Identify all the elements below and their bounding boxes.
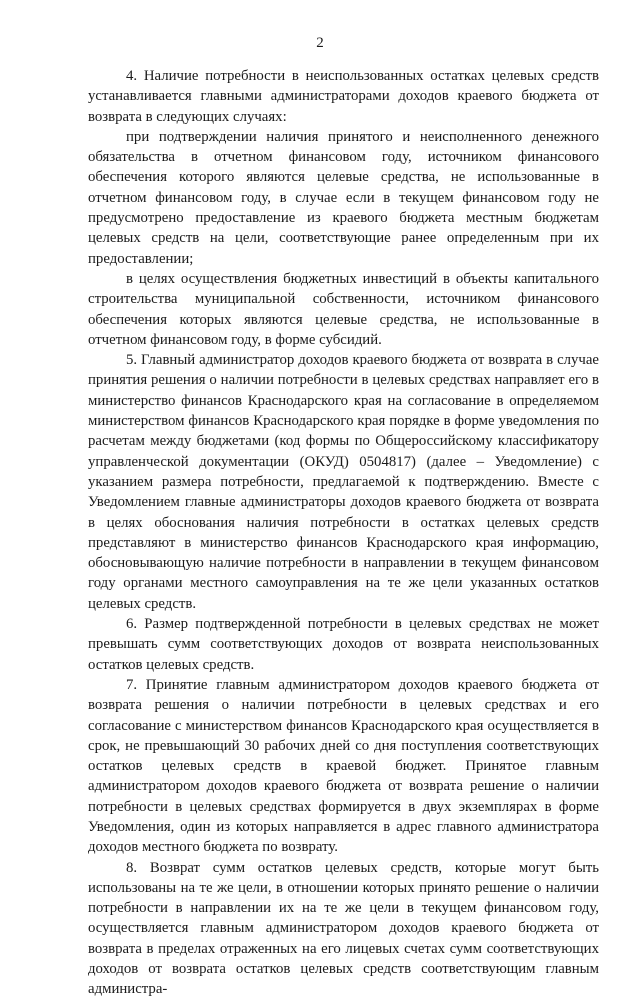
paragraph-4: 4. Наличие потребности в неиспользованных остатках целевых средств устанавливается главными администраторами доходов краевого бюджета от возврата в следующих случаях: [88, 68, 599, 125]
paragraph-6: 6. Размер подтвержденной потребности в целевых средствах не может превышать сумм соответствующих доходов от возврата неиспользованных остатков целевых средств. [88, 616, 599, 673]
page-number: 2 [316, 35, 324, 51]
paragraph-4-case-2: в целях осуществления бюджетных инвестиций в объекты капитального строительства муниципальной собственности, источником финансового обеспечения которых являются целевые средства, не использованные в отчетном финансовом году, в форме субсидий. [88, 270, 599, 348]
paragraph-8: 8. Возврат сумм остатков целевых средств, которые могут быть использованы на те же цели, в отношении которых принято решение о наличии потребности в направлении их на те же цели в текущем финансовом году, осуществляется главным администратором доходов краевого бюджета от возврата в пределах отраженных на его лицевых счетах сумм соответствующих доходов от возврата остатков целевых средств соответствующим главным администра- [88, 859, 599, 998]
paragraph-4-case-1: при подтверждении наличия принятого и неисполненного денежного обязательства в отчетном финансовом году, источником финансового обеспечения которого являются целевые средства, не использованные в отчетном финансовом году, в случае если в текущем финансовом году не предусмотрено предоставление из краевого бюджета местным бюджетам целевых средств на цели, соответствующие ранее определенным при их предоставлении; [88, 128, 599, 267]
document-body [88, 66, 599, 1000]
paragraph-5: 5. Главный администратор доходов краевого бюджета от возврата в случае принятия решения о наличии потребности в целевых средствах направляет его в министерство финансов Краснодарского края на согласование в определяемом министерством финансов Краснодарского края порядке в форме уведомления по расчетам между бюджетами (код формы по Общероссийскому классификатору управленческой документации (ОКУД) 0504817) (далее – Уведомление) с указанием размера потребности, предлагаемой к подтверждению. Вместе с Уведомлением главные администраторы доходов краевого бюджета от возврата в целях обоснования наличия потребности в остатках целевых средств представляют в министерство финансов Краснодарского края информацию, обосновывающую наличие потребности в направлении в текущем финансовом году органами местного самоуправления на те же цели указанных остатков целевых средств. [88, 352, 599, 612]
paragraph-7: 7. Принятие главным администратором доходов краевого бюджета от возврата решения о наличии потребности в целевых средствах и его согласование с министерством финансов Краснодарского края осуществляется в срок, не превышающий 30 рабочих дней со дня поступления соответствующих остатков целевых средств в краевой бюджет. Принятое главным администратором доходов краевого бюджета от возврата решение о наличии потребности в целевых средствах формируется в двух экземплярах в форме Уведомления, один из которых направляется в адрес главного администратора доходов местного бюджета по возврату. [88, 676, 599, 856]
